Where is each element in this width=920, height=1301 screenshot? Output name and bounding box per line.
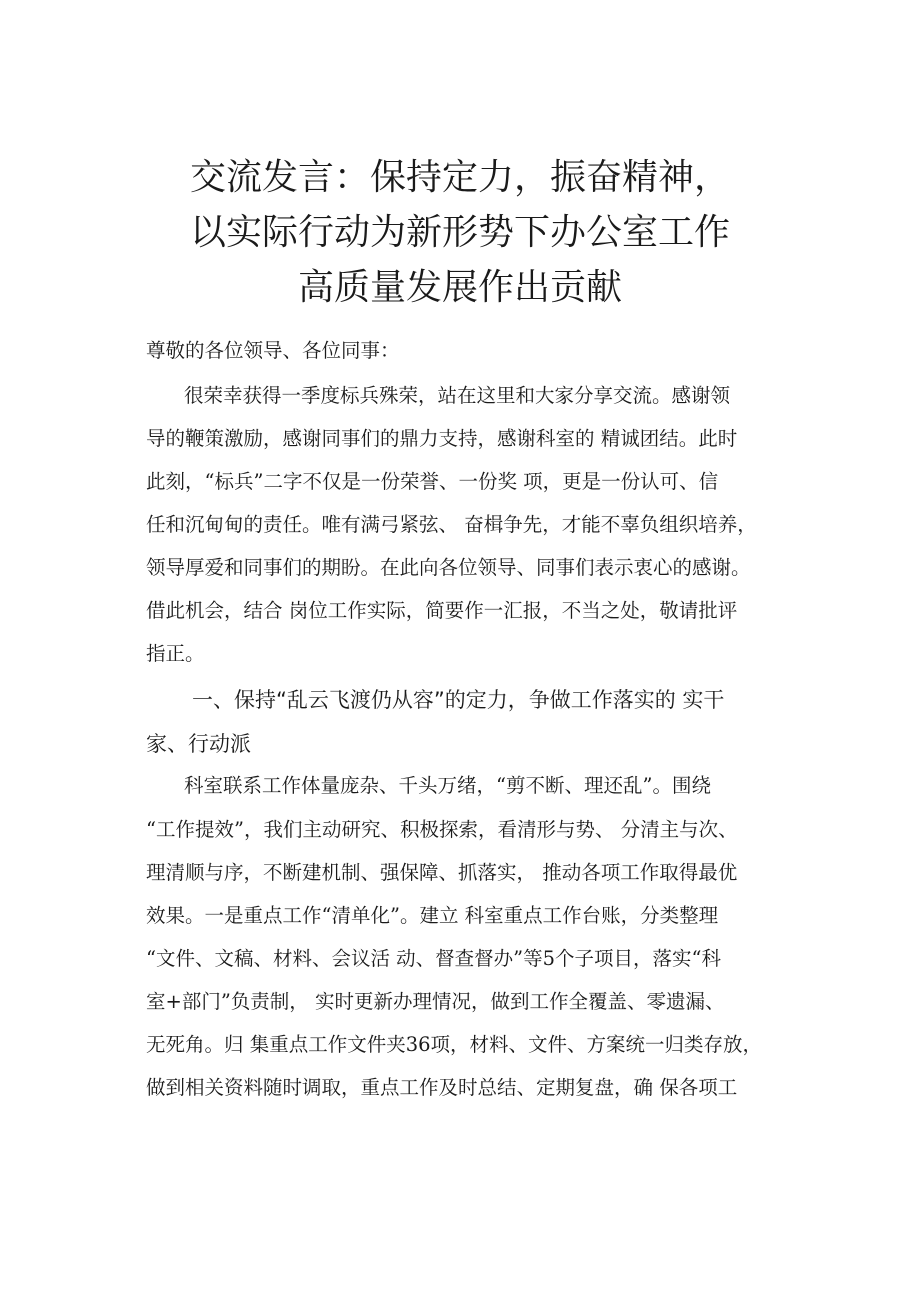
- paragraph-line: 导的鞭策激励，感谢同事们的鼎力支持，感谢科室的 精诚团结。此时: [146, 427, 738, 450]
- paragraph-line: 借此机会，结合 岗位工作实际，简要作一汇报，不当之处，敬请批评: [146, 599, 738, 622]
- section-heading: 一、保持“乱云飞渡仍从容”的定力，争做工作落实的 实干: [192, 688, 725, 712]
- section-heading: 家、行动派: [146, 732, 251, 756]
- paragraph-line: 任和沉甸甸的责任。唯有满弓紧弦、 奋楫争先，才能不辜负组织培养，: [146, 513, 757, 536]
- paragraph-line: 此刻，“标兵”二字不仅是一份荣誉、一份奖 项，更是一份认可、信: [146, 470, 719, 493]
- title-line: 高质量发展作出贡献: [297, 267, 622, 308]
- paragraph-line: 效果。一是重点工作“清单化”。建立 科室重点工作台账，分类整理: [146, 904, 719, 927]
- paragraph-line: 室+部门”负责制， 实时更新办理情况，做到工作全覆盖、零遗漏、: [146, 990, 725, 1013]
- document-title: [100, 150, 820, 315]
- paragraph-line: 理清顺与序，不断建机制、强保障、抓落实， 推动各项工作取得最优: [146, 861, 738, 884]
- paragraph-line: “工作提效”，我们主动研究、积极探索，看清形与势、 分清主与次、: [146, 818, 738, 841]
- paragraph-line: 做到相关资料随时调取，重点工作及时总结、定期复盘，确 保各项工: [146, 1076, 738, 1099]
- paragraph-line: 很荣幸获得一季度标兵殊荣，站在这里和大家分享交流。感谢领: [184, 384, 731, 407]
- paragraph-line: 无死角。归 集重点工作文件夹36项，材料、文件、方案统一归类存放，: [146, 1033, 763, 1056]
- paragraph-line: 科室联系工作体量庞杂、千头万绪，“剪不断、理还乱”。围绕: [184, 774, 711, 797]
- paragraph-line: 指正。: [146, 642, 205, 665]
- title-line: 以实际行动为新形势下办公室工作: [189, 212, 730, 253]
- salutation: 尊敬的各位领导、各位同事：: [146, 339, 400, 362]
- paragraph-line: 领导厚爱和同事们的期盼。在此向各位领导、同事们表示衷心的感谢。: [146, 556, 751, 579]
- title-line: 交流发言：保持定力，振奋精神，: [189, 157, 730, 198]
- paragraph-line: “文件、文稿、材料、会议活 动、督查督办”等5个子项目，落实“科: [146, 947, 722, 970]
